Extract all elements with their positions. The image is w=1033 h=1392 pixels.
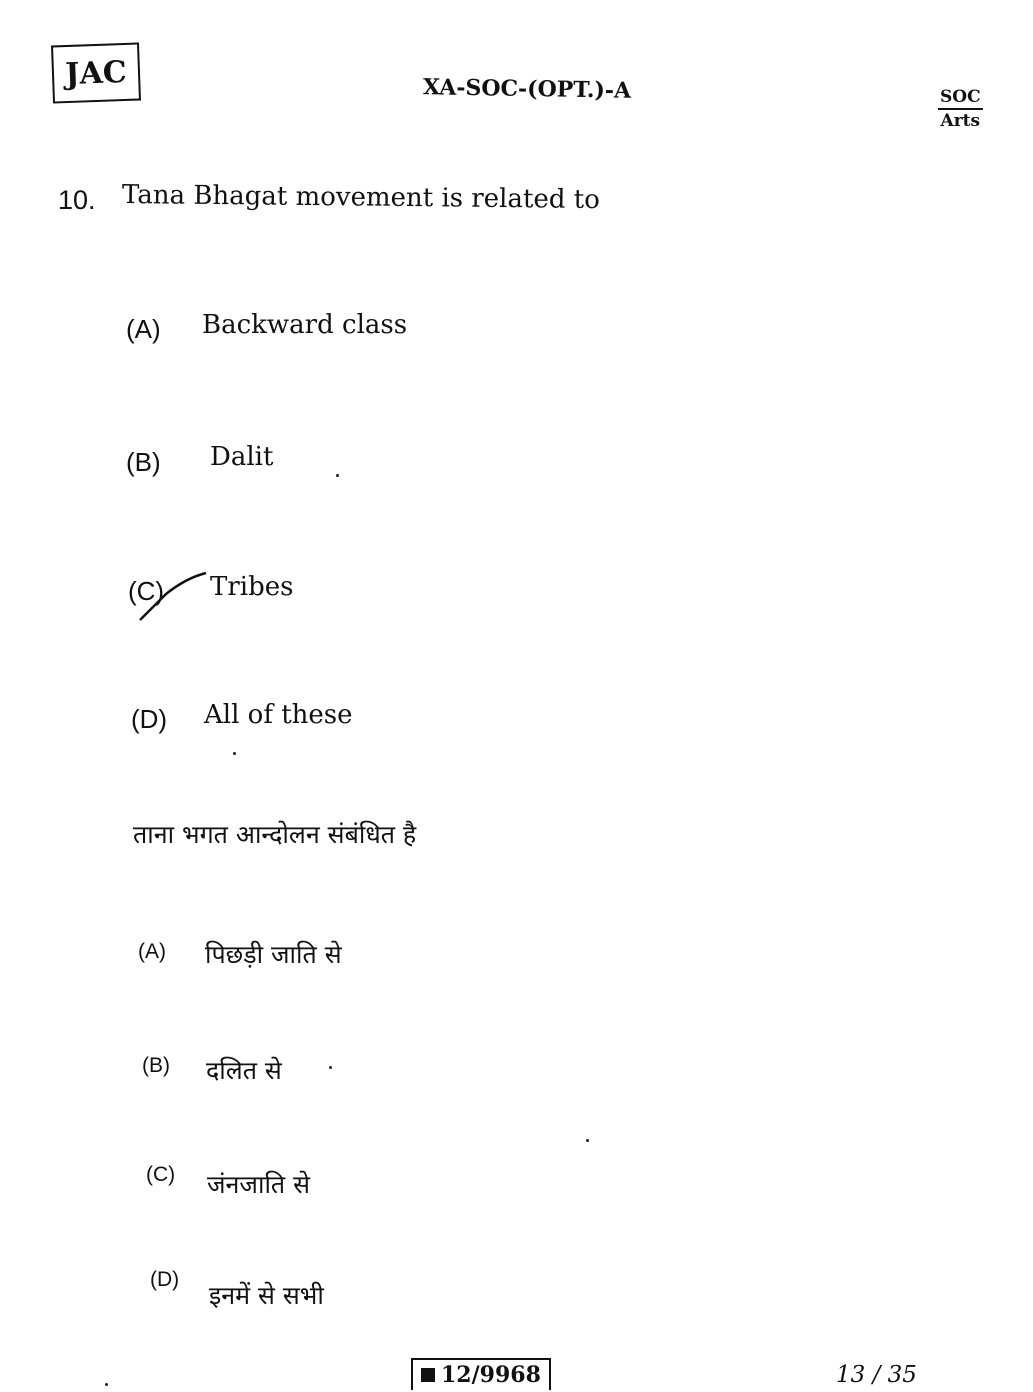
option-c-label: (C): [128, 576, 165, 606]
hindi-option-a-label: (A): [138, 940, 166, 963]
option-b-text: Dalit: [210, 442, 274, 472]
question-number: 10.: [58, 185, 96, 215]
tick-mark-icon: [136, 570, 210, 624]
hindi-option-d-text: इनमें से सभी: [209, 1281, 324, 1310]
hindi-option-c-text: जंनजाति से: [207, 1170, 311, 1199]
logo-text: JAC: [64, 54, 128, 92]
subject-tag: [938, 86, 983, 132]
question-text-english: Tana Bhagat movement is related to: [121, 180, 600, 216]
booklet-code: [411, 1358, 551, 1390]
subject-bottom: Arts: [940, 111, 981, 131]
booklet-code-text: 12/9968: [441, 1362, 541, 1388]
speck: [233, 752, 236, 755]
option-d-text: All of these: [204, 700, 353, 730]
hindi-option-b-label: (B): [142, 1054, 170, 1077]
subject-top: SOC: [938, 86, 983, 110]
option-c-text: Tribes: [210, 572, 294, 602]
jac-logo: [51, 42, 141, 103]
option-a-label: (A): [126, 314, 161, 344]
speck: [586, 1139, 589, 1142]
option-d-label: (D): [131, 704, 168, 734]
speck: [105, 1383, 108, 1386]
speck: [336, 474, 339, 477]
hindi-option-b-text: दलित से: [206, 1056, 282, 1085]
hindi-option-a-text: पिछड़ी जाति से: [205, 940, 342, 969]
paper-code: XA-SOC-(OPT.)-A: [422, 74, 632, 104]
page-number: 13 / 35: [836, 1362, 917, 1388]
square-icon: [421, 1368, 435, 1382]
speck: [329, 1066, 332, 1069]
option-b-label: (B): [126, 447, 161, 477]
hindi-option-d-label: (D): [150, 1268, 180, 1291]
hindi-option-c-label: (C): [146, 1163, 176, 1186]
option-a-text: Backward class: [202, 310, 408, 340]
question-text-hindi: ताना भगत आन्दोलन संबंधित है: [133, 820, 417, 849]
